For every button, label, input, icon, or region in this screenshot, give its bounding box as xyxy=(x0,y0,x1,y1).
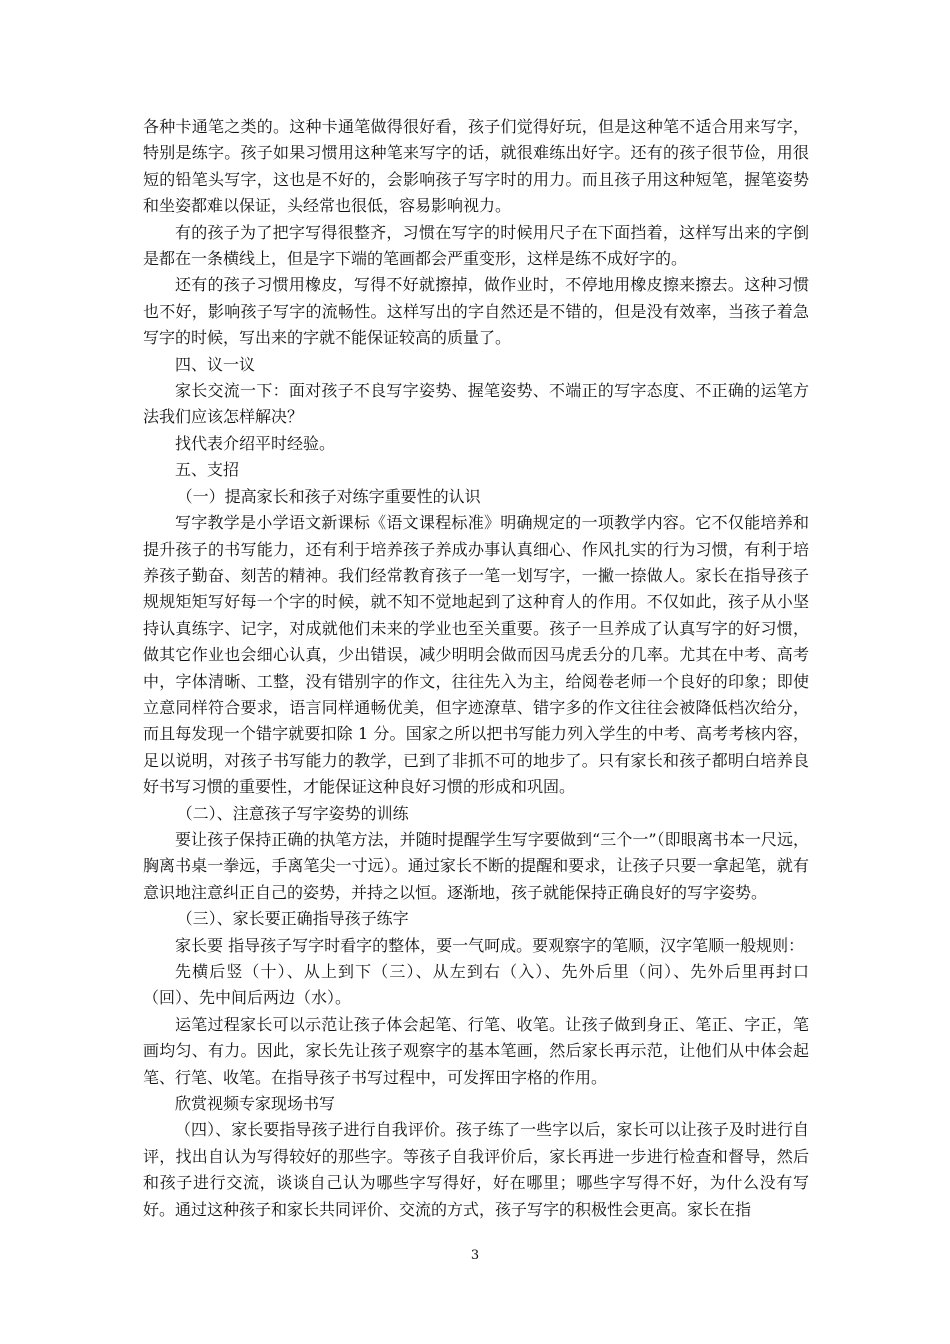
section-heading-4: 四、议一议 xyxy=(175,354,256,374)
paragraph-11: 要让孩子保持正确的执笔方法，并随时提醒学生写字要做到“三个一”（即眼离书本一尺远，胸离书桌一拳远，手离笔尖一寸远）。通过家长不断的提醒和要求，让孩子只要一拿起笔，就有意识地注意纠正自己的姿势，并持之以恒。逐渐地，孩子就能保持正确良好的写字姿势。 xyxy=(143,829,809,902)
section-heading-5: 五、支招 xyxy=(175,460,240,480)
paragraph-5: 家长交流一下：面对孩子不良写字姿势、握笔姿势、不端正的写字态度、不正确的运笔方法我们应该怎样解决？ xyxy=(143,381,809,427)
paragraph-6: 找代表介绍平时经验。 xyxy=(175,433,336,453)
paragraph-1: 各种卡通笔之类的。这种卡通笔做得很好看，孩子们觉得好玩，但是这种笔不适合用来写字，特别是练字。孩子如果习惯用这种笔来写字的话，就很难练出好字。还有的孩子很节俭，用很短的铅笔头写字，这也是不好的，会影响孩子写字时的用力。而且孩子用这种短笔，握笔姿势和坐姿都难以保证，头经常也很低，容易影响视力。 xyxy=(143,117,809,216)
paragraph-14: 先横后竖（十）、从上到下（三）、从左到右（入）、先外后里（问）、先外后里再封口（回）、先中间后两边（水）。 xyxy=(143,962,809,1008)
document-body xyxy=(143,114,809,1223)
paragraph-3: 还有的孩子习惯用橡皮，写得不好就擦掉，做作业时，不停地用橡皮擦来擦去。这种习惯也不好，影响孩子写字的流畅性。这样写出的字自然还是不错的，但是没有效率，当孩子着急写字的时候，写出来的字就不能保证较高的质量了。 xyxy=(143,275,809,348)
subheading-2: （二）、注意孩子写字姿势的训练 xyxy=(176,803,409,823)
paragraph-17: （四）、家长要指导孩子进行自我评价。孩子练了一些字以后，家长可以让孩子及时进行自评，找出自认为写得较好的那些字。等孩子自我评价后，家长再进一步进行检查和督导，然后和孩子进行交流，谈谈自己认为哪些字写得好，好在哪里；哪些字写得不好，为什么没有写好。通过这种孩子和家长共同评价、交流的方式，孩子写字的积极性会更高。家长在指 xyxy=(143,1120,809,1219)
paragraph-15: 运笔过程家长可以示范让孩子体会起笔、行笔、收笔。让孩子做到身正、笔正、字正，笔画均匀、有力。因此，家长先让孩子观察字的基本笔画，然后家长再示范，让他们从中体会起笔、行笔、收笔。在指导孩子书写过程中，可发挥田字格的作用。 xyxy=(143,1014,809,1087)
paragraph-16: 欣赏视频专家现场书写 xyxy=(175,1094,336,1114)
subheading-1: （一）提高家长和孩子对练字重要性的认识 xyxy=(176,486,481,506)
paragraph-2: 有的孩子为了把字写得很整齐，习惯在写字的时候用尺子在下面挡着，这样写出来的字倒是都在一条横线上，但是字下端的笔画都会严重变形，这样是练不成好字的。 xyxy=(143,222,809,269)
paragraph-13: 家长要 指导孩子写字时看字的整体，要一气呵成。要观察字的笔顺，汉字笔顺一般规则： xyxy=(175,935,805,955)
page-number: 3 xyxy=(470,1248,480,1263)
paragraph-9: 写字教学是小学语文新课标《语文课程标准》明确规定的一项教学内容。它不仅能培养和提升孩子的书写能力，还有利于培养孩子养成办事认真细心、作风扎实的行为习惯，有利于培养孩子勤奋、刻苦的精神。我们经常教育孩子一笔一划写字，一撇一捺做人。家长在指导孩子规规矩矩写好每一个字的时候，就不知不觉地起到了这种育人的作用。不仅如此，孩子从小坚持认真练字、记字，对成就他们未来的学业也至关重要。孩子一旦养成了认真写字的好习惯，做其它作业也会细心认真，少出错误，减少明明会做而因马虎丢分的几率。尤其在中考、高考中，字体清晰、工整，没有错别字的作文，往往先入为主，给阅卷老师一个良好的印象；即使立意同样符合要求，语言同样通畅优美，但字迹潦草、错字多的作文往往会被降低档次给分，而且每发现一个错字就要扣除 1 分。国家之所以把书写能力列入学生的中考、高考考核内容，足以说明，对孩子书写能力的教学，已到了非抓不可的地步了。只有家长和孩子都明白培养良好书写习惯的重要性，才能保证这种良好习惯的形成和巩固。 xyxy=(143,513,809,797)
subheading-3: （三）、家长要正确指导孩子练字 xyxy=(176,909,409,929)
